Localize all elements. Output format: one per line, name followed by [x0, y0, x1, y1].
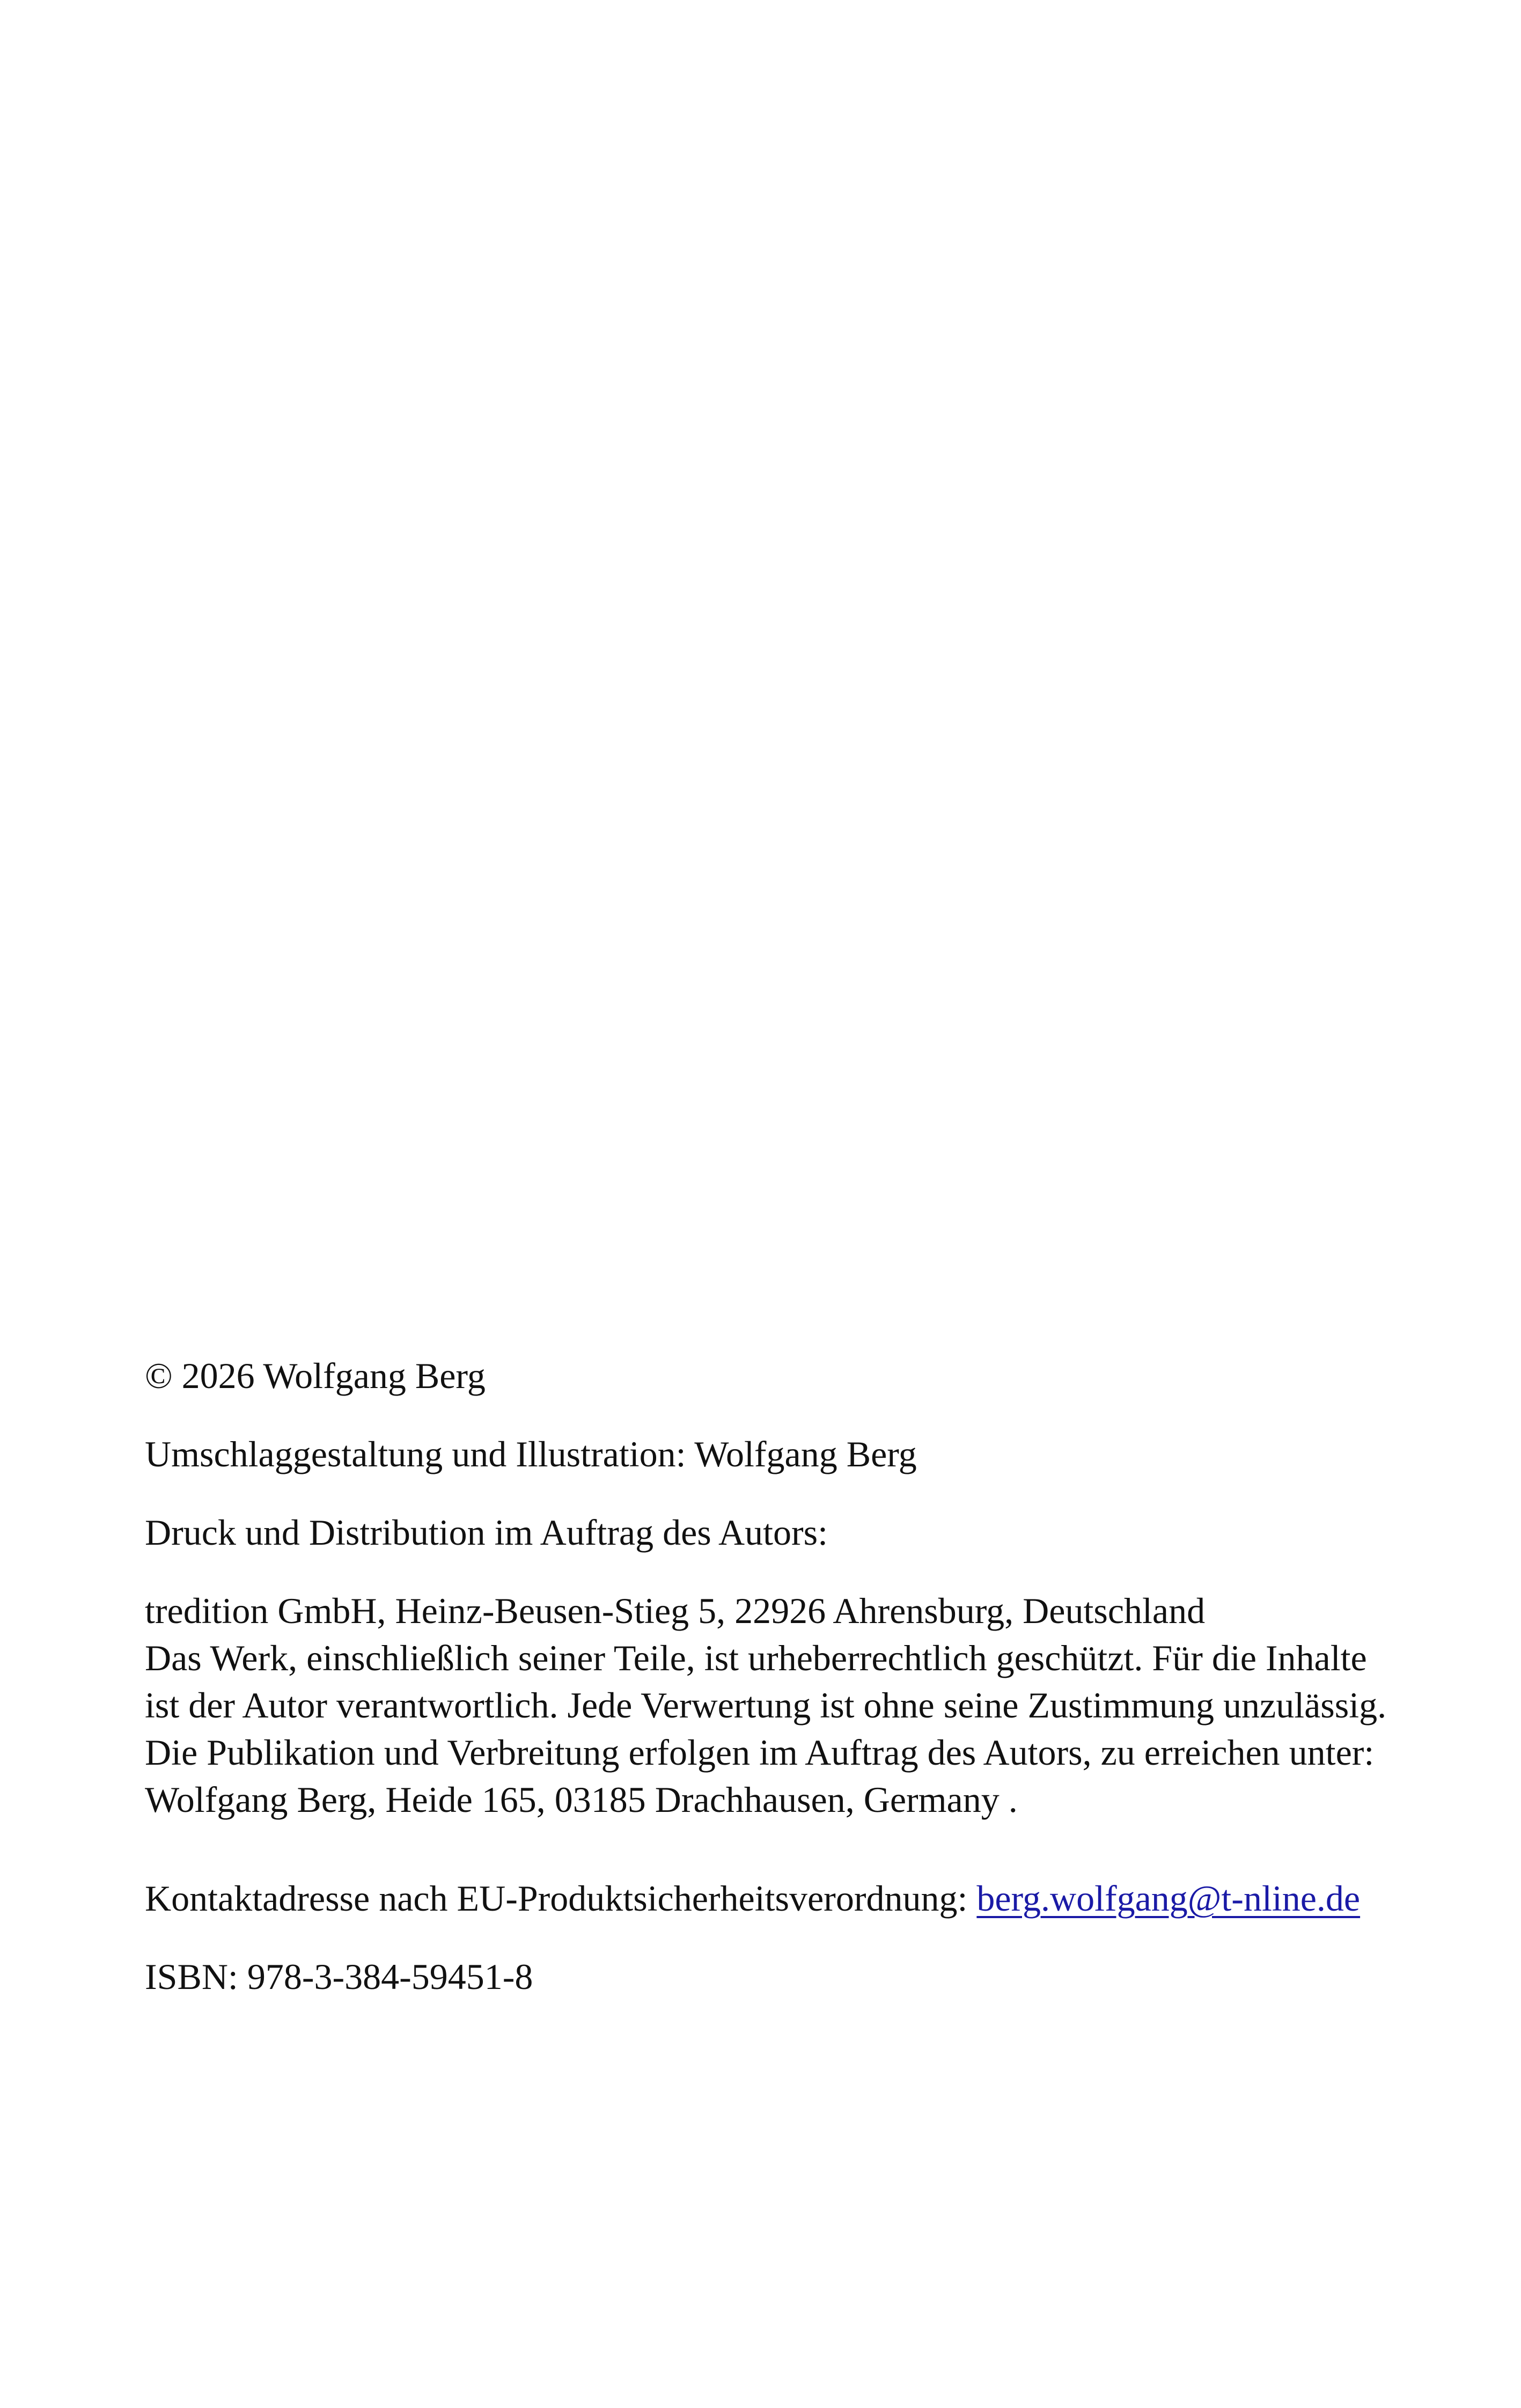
rights-line: Wolfgang Berg, Heide 165, 03185 Drachhausen, Germany . [145, 1779, 1018, 1820]
rights-line: Die Publikation und Verbreitung erfolgen im Auftrag des Autors, zu erreichen unter: [145, 1732, 1375, 1773]
cover-credit-line: Umschlaggestaltung und Illustration: Wolfgang Berg [145, 1434, 917, 1474]
copyright-line: © 2026 Wolfgang Berg [145, 1355, 486, 1396]
rights-line: ist der Autor verantwortlich. Jede Verwertung ist ohne seine Zustimmung unzulässig. [145, 1685, 1387, 1726]
rights-line: Das Werk, einschließlich seiner Teile, ist urheberrechtlich geschützt. Für die Inhalte [145, 1638, 1367, 1678]
contact-label: Kontaktadresse nach EU-Produktsicherheitsverordnung: [145, 1878, 977, 1919]
printing-line: Druck und Distribution im Auftrag des Autors: [145, 1512, 828, 1553]
isbn-line: ISBN: 978-3-384-59451-8 [145, 1956, 533, 1997]
contact-email-link[interactable]: berg.wolfgang@t-nline.de [976, 1878, 1361, 1919]
contact-line [145, 1875, 1395, 1922]
publisher-address-line: tredition GmbH, Heinz-Beusen-Stieg 5, 22926 Ahrensburg, Deutschland [145, 1590, 1206, 1631]
imprint-block [145, 1352, 1395, 2000]
rights-paragraph [145, 1634, 1395, 1823]
